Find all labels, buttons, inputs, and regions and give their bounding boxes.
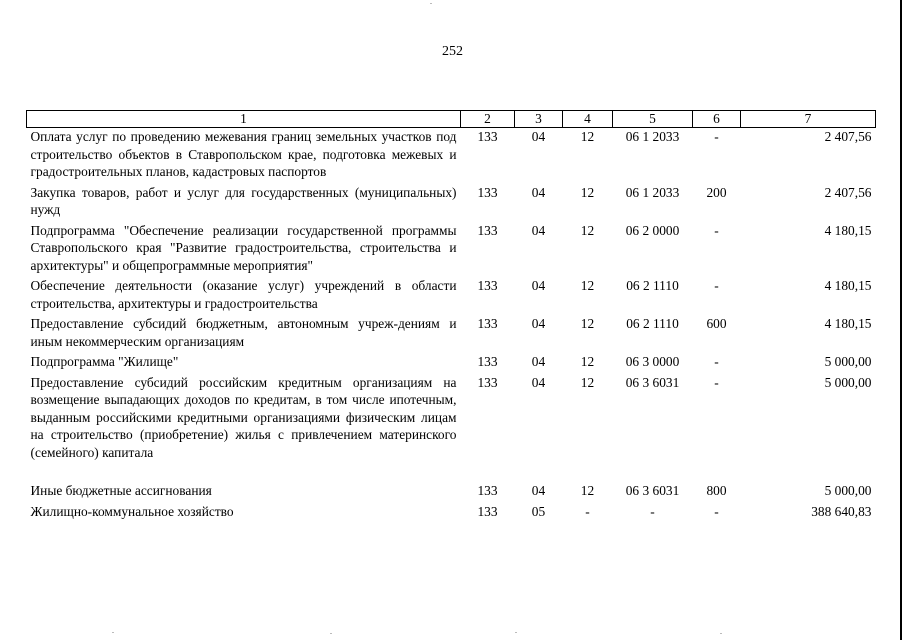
row-ministry-code: 133	[477, 354, 498, 369]
row-expense-type: -	[714, 374, 719, 390]
table-row	[27, 128, 876, 184]
row-ministry-code: 133	[477, 278, 498, 293]
row-name: Подпрограмма "Жилище"	[30, 354, 179, 369]
row-subsection-code: 12	[580, 278, 595, 293]
row-target-article: -	[650, 503, 655, 519]
row-amount: 2 407,56	[824, 184, 872, 200]
row-subsection-code: 12	[580, 354, 595, 369]
row-expense-type: -	[714, 278, 719, 293]
scan-speck	[430, 3, 432, 4]
row-expense-type: 200	[706, 184, 727, 200]
row-name: Предоставление субсидий российским кредитным организациям на возмещение выпадающих доходов по кредитам, в том числе ипотечным, выданным российскими кредитными организациями физическим лицам на строительство (приобретение) жилья с привлечением материнского (семейного) капитала	[30, 374, 457, 460]
spacer-row	[27, 464, 876, 482]
row-name: Подпрограмма "Обеспечение реализации государственной программы Ставропольского края "Развитие градостроительства, строительства и архитектуры" и общепрограммные мероприятия"	[30, 222, 457, 273]
scan-speck	[720, 633, 722, 634]
row-subsection-code: 12	[580, 374, 595, 390]
table-row	[27, 353, 876, 374]
row-amount: 4 180,15	[824, 316, 872, 331]
budget-table	[26, 110, 876, 523]
row-target-article: 06 1 2033	[625, 184, 680, 200]
row-target-article: 06 3 6031	[625, 374, 680, 390]
row-expense-type: 600	[706, 316, 727, 331]
row-expense-type: -	[714, 129, 719, 144]
scan-speck	[330, 633, 332, 634]
row-section-code: 04	[531, 129, 546, 144]
scan-speck	[112, 632, 114, 633]
row-target-article: 06 3 0000	[625, 354, 680, 369]
row-subsection-code: 12	[580, 222, 595, 238]
table-row	[27, 184, 876, 222]
row-section-code: 04	[531, 483, 546, 498]
row-amount: 5 000,00	[824, 483, 872, 498]
table-row	[27, 482, 876, 503]
row-expense-type: -	[714, 503, 719, 519]
table-row	[27, 503, 876, 524]
table-row	[27, 277, 876, 315]
row-section-code: 04	[531, 374, 546, 390]
row-target-article: 06 3 6031	[625, 483, 680, 498]
row-section-code: 05	[531, 503, 546, 519]
column-number-header	[27, 111, 876, 128]
page-number: 252	[442, 44, 463, 59]
table-row	[27, 374, 876, 465]
row-amount: 2 407,56	[824, 129, 872, 144]
row-subsection-code: 12	[580, 316, 595, 331]
row-name: Обеспечение деятельности (оказание услуг) учреждений в области строительства, архитектуры и градостроительства	[30, 278, 457, 311]
table-row	[27, 315, 876, 353]
row-section-code: 04	[531, 316, 546, 331]
col-header-2: 2	[461, 111, 515, 128]
col-header-1: 1	[27, 111, 461, 128]
row-name: Предоставление субсидий бюджетным, автономным учреж-дениям и иным некоммерческим организациям	[30, 316, 457, 349]
row-expense-type: 800	[706, 483, 727, 498]
row-target-article: 06 1 2033	[625, 129, 680, 144]
row-ministry-code: 133	[477, 222, 498, 238]
row-amount: 388 640,83	[811, 503, 872, 519]
row-expense-type: -	[714, 354, 719, 369]
row-ministry-code: 133	[477, 503, 498, 519]
row-subsection-code: -	[585, 503, 590, 519]
page-edge-line	[900, 0, 902, 640]
row-target-article: 06 2 1110	[626, 278, 679, 293]
row-ministry-code: 133	[477, 184, 498, 200]
row-amount: 5 000,00	[824, 354, 872, 369]
scan-speck	[515, 632, 517, 633]
row-subsection-code: 12	[580, 184, 595, 200]
row-section-code: 04	[531, 222, 546, 238]
row-expense-type: -	[714, 222, 719, 238]
col-header-4: 4	[563, 111, 613, 128]
row-name: Закупка товаров, работ и услуг для государственных (муниципальных) нужд	[30, 184, 457, 217]
row-ministry-code: 133	[477, 129, 498, 144]
table-row	[27, 222, 876, 278]
row-amount: 4 180,15	[824, 278, 872, 293]
col-header-6: 6	[693, 111, 741, 128]
row-section-code: 04	[531, 354, 546, 369]
row-target-article: 06 2 1110	[626, 316, 679, 331]
row-section-code: 04	[531, 184, 546, 200]
row-name: Оплата услуг по проведению межевания границ земельных участков под строительство объектов в Ставропольском крае, подготовка межевых и градостроительных планов, кадастровых паспортов	[30, 129, 457, 179]
col-header-7: 7	[741, 111, 876, 128]
row-name: Иные бюджетные ассигнования	[30, 483, 212, 498]
col-header-5: 5	[613, 111, 693, 128]
row-name: Жилищно-коммунальное хозяйство	[30, 503, 234, 519]
col-header-3: 3	[515, 111, 563, 128]
row-amount: 4 180,15	[824, 222, 872, 238]
row-section-code: 04	[531, 278, 546, 293]
row-ministry-code: 133	[477, 374, 498, 390]
row-target-article: 06 2 0000	[625, 222, 680, 238]
row-amount: 5 000,00	[824, 374, 872, 390]
row-ministry-code: 133	[477, 483, 498, 498]
row-ministry-code: 133	[477, 316, 498, 331]
row-subsection-code: 12	[580, 129, 595, 144]
row-subsection-code: 12	[580, 483, 595, 498]
